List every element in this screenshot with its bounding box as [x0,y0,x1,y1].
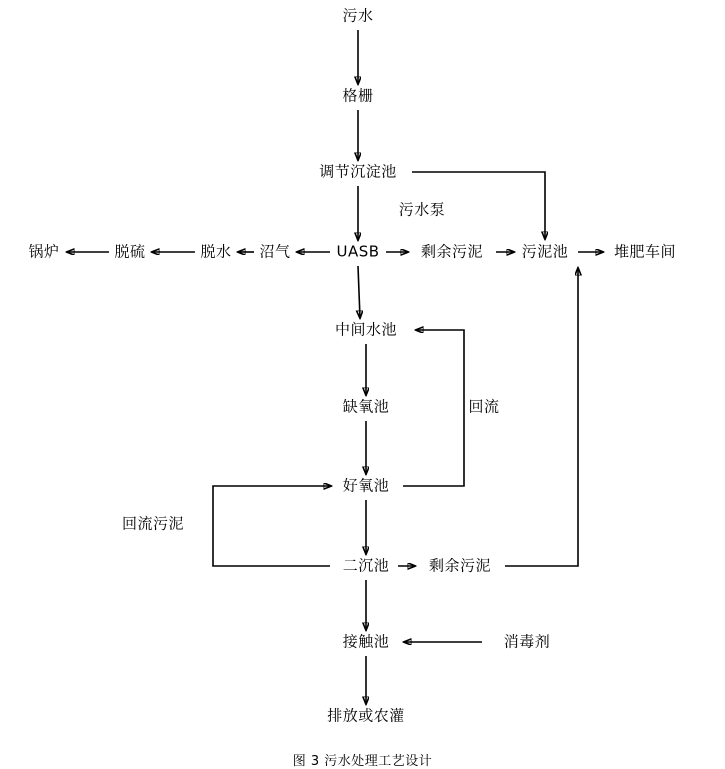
node-regulating-sedimentation-tank: 调节沉淀池 [319,162,397,181]
figure-caption: 图 3 污水处理工艺设计 [292,754,433,769]
node-uasb: UASB [336,242,380,261]
node-grille: 格栅 [342,86,374,105]
node-anoxic-tank: 缺氧池 [342,397,390,416]
label-return-sludge: 回流污泥 [121,514,185,533]
node-discharge-or-irrigation: 排放或农灌 [327,706,405,725]
node-biogas: 沼气 [259,242,291,261]
node-excess-sludge-lower: 剩余污泥 [428,556,492,575]
node-boiler: 锅炉 [28,242,60,261]
node-dewatering: 脱水 [200,242,232,261]
node-aerobic-tank: 好氧池 [342,476,390,495]
node-intermediate-tank: 中间水池 [334,320,398,339]
label-reflux: 回流 [468,397,500,416]
label-sewage-pump: 污水泵 [398,200,446,219]
node-composting-workshop: 堆肥车间 [613,242,677,261]
node-wastewater: 污水 [342,6,374,25]
node-sludge-tank: 污泥池 [521,242,569,261]
node-desulfurization: 脱硫 [114,242,146,261]
node-excess-sludge-upper: 剩余污泥 [420,242,484,261]
node-contact-tank: 接触池 [342,632,390,651]
node-secondary-sedimentation-tank: 二沉池 [342,556,390,575]
node-disinfectant: 消毒剂 [503,632,551,651]
